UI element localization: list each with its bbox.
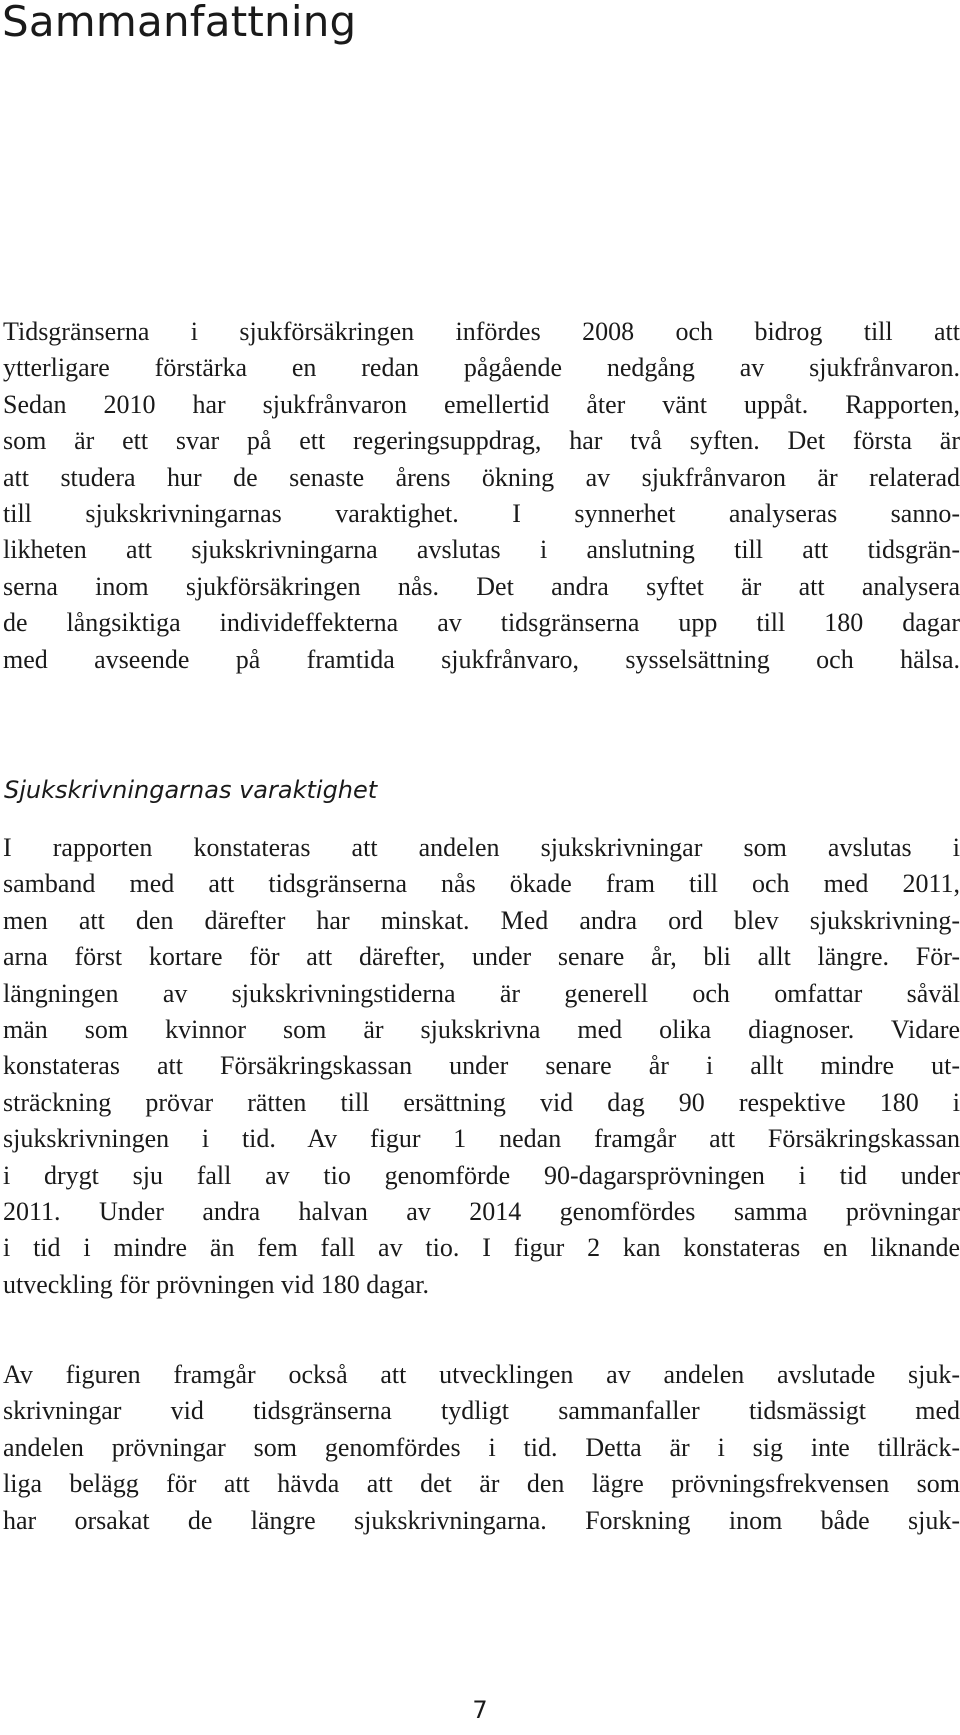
section-paragraph <box>3 830 960 1303</box>
text-line: har orsakat de längre sjukskrivningarna. Forskning inom både sjuk- <box>3 1505 960 1535</box>
page-title: Sammanfattning <box>2 0 357 46</box>
text-line: med avseende på framtida sjukfrånvaro, sysselsättning och hälsa. <box>3 644 960 674</box>
text-line: Tidsgränserna i sjukförsäkringen infördes 2008 och bidrog till att <box>3 317 960 346</box>
text-line: arna först kortare för att därefter, under senare år, bli allt längre. För- <box>3 942 960 972</box>
text-line: till sjukskrivningarnas varaktighet. I synnerhet analyseras sanno- <box>3 499 960 529</box>
text-line: de långsiktiga individeffekterna av tidsgränserna upp till 180 dagar <box>3 608 960 638</box>
text-line: att studera hur de senaste årens ökning av sjukfrånvaron är relaterad <box>3 462 960 492</box>
page-number: 7 <box>472 1696 488 1724</box>
text-line: likheten att sjukskrivningarna avslutas i anslutning till att tidsgrän- <box>3 535 960 565</box>
text-line: men att den därefter har minskat. Med andra ord blev sjukskrivning- <box>3 905 960 935</box>
text-line: Av figuren framgår också att utvecklingen av andelen avslutade sjuk- <box>3 1360 960 1389</box>
text-line: serna inom sjukförsäkringen nås. Det andra syftet är att analysera <box>3 571 960 601</box>
text-line: skrivningar vid tidsgränserna tydligt sammanfaller tidsmässigt med <box>3 1396 960 1426</box>
text-line: sträckning prövar rätten till ersättning vid dag 90 respektive 180 i <box>3 1087 960 1117</box>
text-line: längningen av sjukskrivningstiderna är generell och omfattar såväl <box>3 978 960 1008</box>
text-line: samband med att tidsgränserna nås ökade fram till och med 2011, <box>3 869 960 899</box>
text-line: som är ett svar på ett regeringsuppdrag, har två syften. Det första är <box>3 426 960 456</box>
text-line: 2011. Under andra halvan av 2014 genomfördes samma prövningar <box>3 1197 960 1227</box>
section-heading: Sjukskrivningarnas varaktighet <box>4 776 378 804</box>
text-line: i drygt sju fall av tio genomförde 90-dagarsprövningen i tid under <box>3 1160 960 1190</box>
section-paragraph <box>3 1357 960 1539</box>
text-line: Sedan 2010 har sjukfrånvaron emellertid åter vänt uppåt. Rapporten, <box>3 389 960 419</box>
text-line: i tid i mindre än fem fall av tio. I figur 2 kan konstateras en liknande <box>3 1233 960 1263</box>
text-line: I rapporten konstateras att andelen sjukskrivningar som avslutas i <box>3 833 960 862</box>
text-line: konstateras att Försäkringskassan under senare år i allt mindre ut- <box>3 1051 960 1081</box>
text-line: utveckling för prövningen vid 180 dagar. <box>3 1269 430 1299</box>
text-line: sjukskrivningen i tid. Av figur 1 nedan framgår att Försäkringskassan <box>3 1124 960 1154</box>
text-line: andelen prövningar som genomfördes i tid. Detta är i sig inte tillräck- <box>3 1432 960 1462</box>
text-line: ytterligare förstärka en redan pågående nedgång av sjukfrånvaron. <box>3 353 960 383</box>
text-line: liga belägg för att hävda att det är den lägre prövningsfrekvensen som <box>3 1469 960 1499</box>
intro-paragraph <box>3 314 960 678</box>
text-line: män som kvinnor som är sjukskrivna med olika diagnoser. Vidare <box>3 1015 960 1045</box>
